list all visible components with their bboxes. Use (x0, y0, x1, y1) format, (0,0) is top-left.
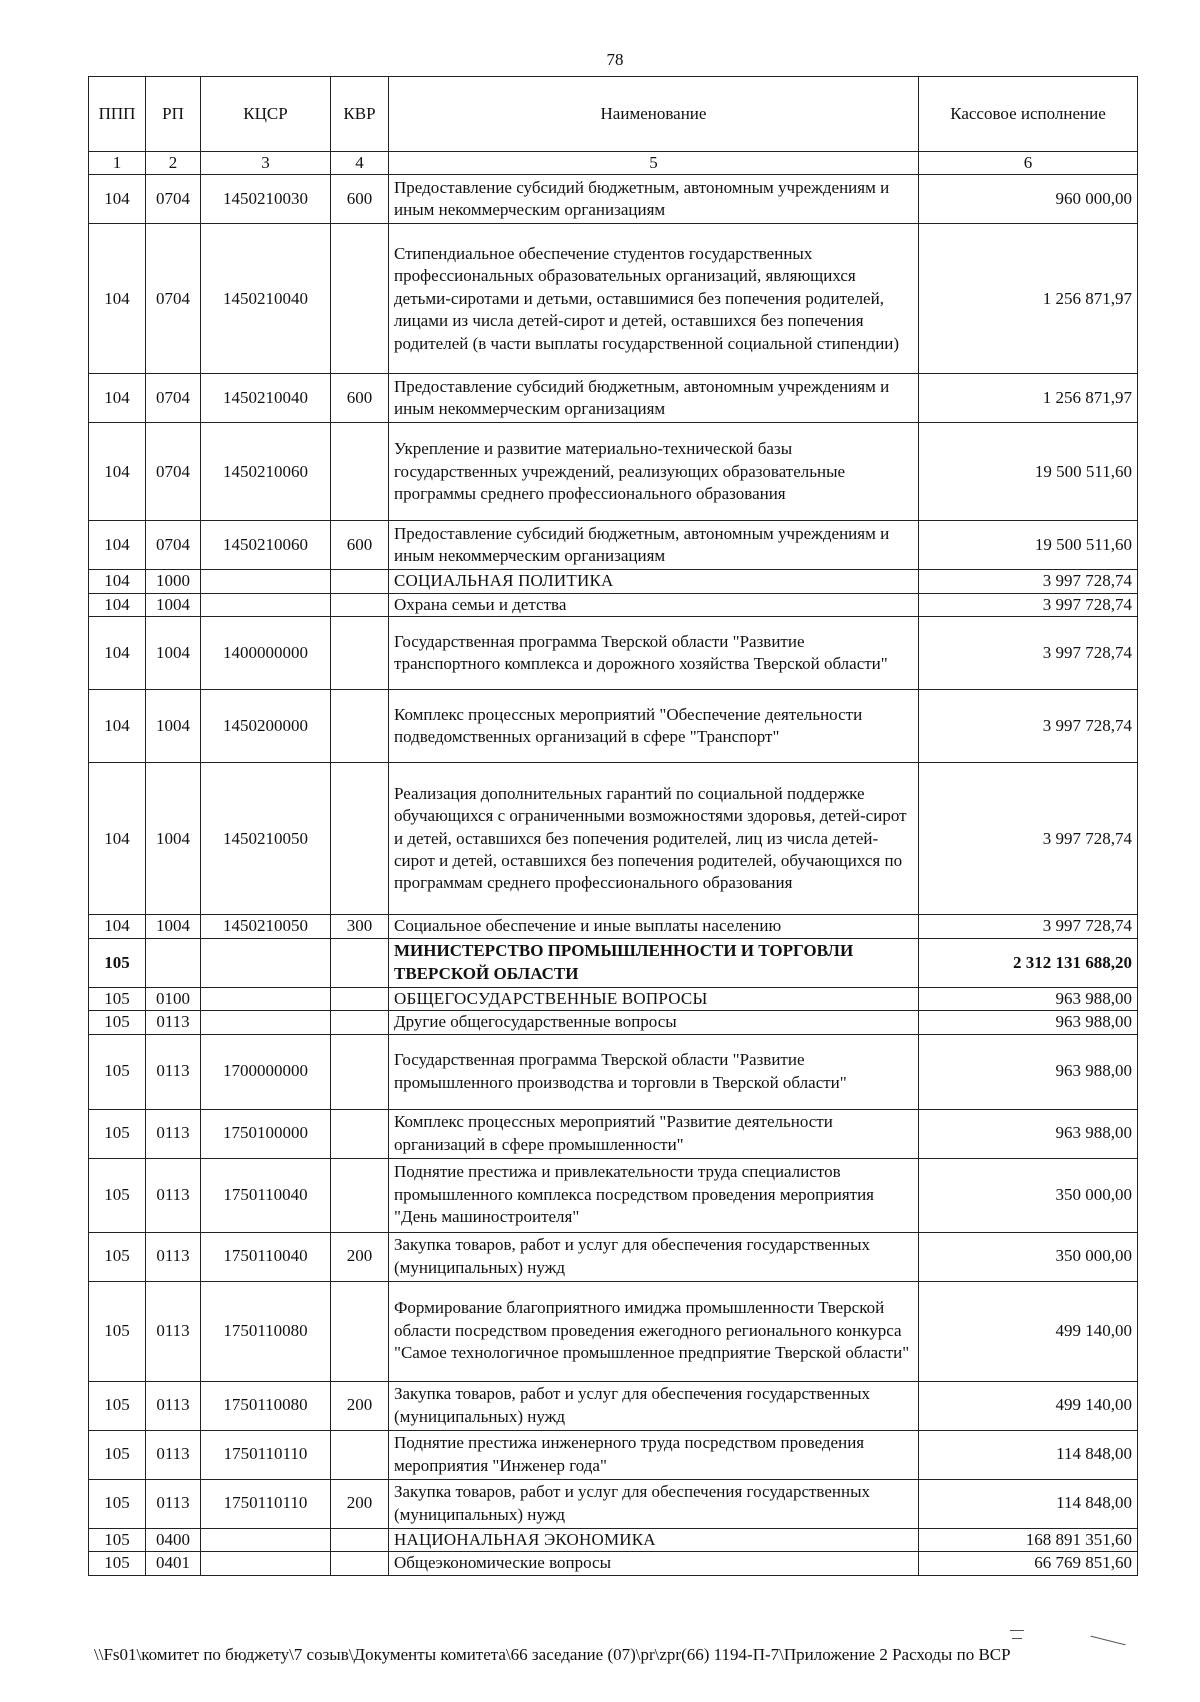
cell-kcsr: 1450210040 (201, 374, 331, 423)
column-number: 1 (89, 152, 146, 175)
cell-name: Укрепление и развитие материально-технической базы государственных учреждений, реализующих образовательные программы среднего профессионального образования (389, 423, 919, 521)
table-row (89, 1479, 1138, 1528)
table-row (89, 423, 1138, 521)
cell-ppp: 104 (89, 570, 146, 593)
cell-kcsr: 1700000000 (201, 1034, 331, 1109)
cell-kvr: 200 (331, 1381, 389, 1430)
cell-amount: 960 000,00 (919, 175, 1138, 224)
cell-kcsr: 1750100000 (201, 1109, 331, 1158)
table-row (89, 690, 1138, 763)
table-row (89, 1552, 1138, 1575)
cell-ppp: 105 (89, 1552, 146, 1575)
cell-ppp: 105 (89, 1232, 146, 1281)
cell-name: НАЦИОНАЛЬНАЯ ЭКОНОМИКА (389, 1528, 919, 1551)
scan-artifact (1012, 1638, 1022, 1639)
cell-name: Государственная программа Тверской области "Развитие транспортного комплекса и дорожного хозяйства Тверской области" (389, 617, 919, 690)
cell-amount: 350 000,00 (919, 1158, 1138, 1232)
cell-amount: 3 997 728,74 (919, 763, 1138, 915)
cell-rp: 0704 (146, 423, 201, 521)
cell-name: Предоставление субсидий бюджетным, автономным учреждениям и иным некоммерческим организациям (389, 175, 919, 224)
column-number: 6 (919, 152, 1138, 175)
table-row (89, 1034, 1138, 1109)
cell-kcsr: 1450210040 (201, 224, 331, 374)
cell-kvr (331, 1011, 389, 1034)
cell-ppp: 105 (89, 1011, 146, 1034)
cell-kvr (331, 1430, 389, 1479)
cell-ppp: 104 (89, 763, 146, 915)
cell-rp: 1004 (146, 763, 201, 915)
cell-kvr: 200 (331, 1479, 389, 1528)
cell-amount: 1 256 871,97 (919, 374, 1138, 423)
cell-name: Формирование благоприятного имиджа промышленности Тверской области посредством проведения ежегодного регионального конкурса "Самое технологичное промышленное предприятие Тверской области" (389, 1281, 919, 1381)
cell-kvr (331, 938, 389, 987)
cell-amount: 3 997 728,74 (919, 593, 1138, 616)
cell-kvr (331, 1109, 389, 1158)
table-row (89, 1430, 1138, 1479)
cell-kcsr: 1750110080 (201, 1381, 331, 1430)
cell-rp: 0401 (146, 1552, 201, 1575)
table-row (89, 374, 1138, 423)
cell-kvr: 600 (331, 374, 389, 423)
cell-rp: 0113 (146, 1011, 201, 1034)
cell-amount: 499 140,00 (919, 1381, 1138, 1430)
cell-amount: 3 997 728,74 (919, 617, 1138, 690)
cell-ppp: 105 (89, 1479, 146, 1528)
cell-rp: 0100 (146, 987, 201, 1010)
header-kvr: КВР (331, 77, 389, 152)
table-row (89, 1281, 1138, 1381)
cell-ppp: 104 (89, 521, 146, 570)
cell-name: Поднятие престижа инженерного труда посредством проведения мероприятия "Инженер года" (389, 1430, 919, 1479)
table-row (89, 175, 1138, 224)
table-row (89, 1158, 1138, 1232)
cell-kcsr: 1750110110 (201, 1479, 331, 1528)
cell-amount: 114 848,00 (919, 1479, 1138, 1528)
cell-amount: 66 769 851,60 (919, 1552, 1138, 1575)
cell-amount: 19 500 511,60 (919, 521, 1138, 570)
cell-kvr: 600 (331, 521, 389, 570)
cell-kcsr: 1450210050 (201, 763, 331, 915)
cell-kvr: 200 (331, 1232, 389, 1281)
cell-name: Закупка товаров, работ и услуг для обеспечения государственных (муниципальных) нужд (389, 1479, 919, 1528)
cell-ppp: 104 (89, 423, 146, 521)
cell-kvr (331, 987, 389, 1010)
cell-name: Комплекс процессных мероприятий "Обеспечение деятельности подведомственных организаций в сфере "Транспорт" (389, 690, 919, 763)
cell-rp: 0113 (146, 1232, 201, 1281)
table-body (89, 175, 1138, 1575)
cell-kcsr: 1750110080 (201, 1281, 331, 1381)
cell-name: Охрана семьи и детства (389, 593, 919, 616)
column-number: 5 (389, 152, 919, 175)
cell-amount: 2 312 131 688,20 (919, 938, 1138, 987)
budget-table (88, 76, 1138, 1576)
cell-name: Предоставление субсидий бюджетным, автономным учреждениям и иным некоммерческим организациям (389, 521, 919, 570)
cell-rp: 0704 (146, 224, 201, 374)
cell-amount: 963 988,00 (919, 1034, 1138, 1109)
cell-kvr (331, 690, 389, 763)
cell-ppp: 104 (89, 175, 146, 224)
header-name: Наименование (389, 77, 919, 152)
cell-ppp: 105 (89, 1034, 146, 1109)
cell-kcsr: 1450210060 (201, 423, 331, 521)
cell-kcsr: 1450210060 (201, 521, 331, 570)
cell-kvr (331, 1281, 389, 1381)
cell-ppp: 104 (89, 374, 146, 423)
scan-artifact (1010, 1630, 1024, 1631)
cell-kcsr (201, 1011, 331, 1034)
cell-kcsr (201, 938, 331, 987)
cell-name: Государственная программа Тверской области "Развитие промышленного производства и торговли в Тверской области" (389, 1034, 919, 1109)
cell-ppp: 105 (89, 1281, 146, 1381)
cell-rp: 0113 (146, 1381, 201, 1430)
cell-name: Поднятие престижа и привлекательности труда специалистов промышленного комплекса посредством проведения мероприятия "День машиностроителя" (389, 1158, 919, 1232)
cell-rp: 0113 (146, 1281, 201, 1381)
cell-amount: 3 997 728,74 (919, 570, 1138, 593)
cell-name: Социальное обеспечение и иные выплаты населению (389, 915, 919, 938)
cell-kvr (331, 1552, 389, 1575)
cell-ppp: 105 (89, 1109, 146, 1158)
table-row (89, 763, 1138, 915)
cell-amount: 963 988,00 (919, 1011, 1138, 1034)
cell-kcsr: 1450210050 (201, 915, 331, 938)
cell-rp: 0113 (146, 1158, 201, 1232)
cell-kvr (331, 593, 389, 616)
table-row (89, 521, 1138, 570)
cell-kvr (331, 1158, 389, 1232)
cell-kcsr: 1750110110 (201, 1430, 331, 1479)
cell-name: Общеэкономические вопросы (389, 1552, 919, 1575)
table-row (89, 570, 1138, 593)
cell-amount: 3 997 728,74 (919, 690, 1138, 763)
column-number: 3 (201, 152, 331, 175)
table-header (89, 77, 1138, 175)
cell-rp: 0704 (146, 374, 201, 423)
table-row (89, 617, 1138, 690)
table-row (89, 1109, 1138, 1158)
table-row (89, 593, 1138, 616)
scan-artifact (1090, 1636, 1125, 1646)
cell-name: Предоставление субсидий бюджетным, автономным учреждениям и иным некоммерческим организациям (389, 374, 919, 423)
cell-ppp: 104 (89, 690, 146, 763)
cell-rp: 1004 (146, 915, 201, 938)
cell-name: ОБЩЕГОСУДАРСТВЕННЫЕ ВОПРОСЫ (389, 987, 919, 1010)
table-row (89, 1011, 1138, 1034)
cell-ppp: 105 (89, 1381, 146, 1430)
cell-rp: 0704 (146, 175, 201, 224)
cell-ppp: 105 (89, 1528, 146, 1551)
page-number: 78 (606, 50, 624, 69)
cell-ppp: 105 (89, 987, 146, 1010)
cell-name: Стипендиальное обеспечение студентов государственных профессиональных образовательных организаций, являющихся детьми-сиротами и детьми, оставшимися без попечения родителей, лицами из числа детей-сирот и детей, оставшихся без попечения родителей (в части выплаты государственной социальной стипендии) (389, 224, 919, 374)
cell-ppp: 105 (89, 1430, 146, 1479)
cell-rp: 0113 (146, 1479, 201, 1528)
cell-rp: 1004 (146, 593, 201, 616)
cell-name: Закупка товаров, работ и услуг для обеспечения государственных (муниципальных) нужд (389, 1232, 919, 1281)
cell-kcsr (201, 570, 331, 593)
cell-kvr (331, 423, 389, 521)
table-row (89, 987, 1138, 1010)
cell-name: Реализация дополнительных гарантий по социальной поддержке обучающихся с ограниченными возможностями здоровья, детей-сирот и детей, оставшихся без попечения родителей, лиц из числа детей-сирот и детей, оставшихся без попечения родителей, обучающихся по программам среднего профессионального образования (389, 763, 919, 915)
cell-kcsr: 1450200000 (201, 690, 331, 763)
cell-name: Комплекс процессных мероприятий "Развитие деятельности организаций в сфере промышленности" (389, 1109, 919, 1158)
cell-amount: 963 988,00 (919, 1109, 1138, 1158)
cell-rp (146, 938, 201, 987)
cell-amount: 114 848,00 (919, 1430, 1138, 1479)
cell-rp: 0113 (146, 1430, 201, 1479)
header-row (89, 77, 1138, 152)
cell-amount: 350 000,00 (919, 1232, 1138, 1281)
cell-rp: 1004 (146, 690, 201, 763)
table-row (89, 1232, 1138, 1281)
cell-kvr (331, 570, 389, 593)
cell-kcsr (201, 1528, 331, 1551)
header-rp: РП (146, 77, 201, 152)
cell-rp: 1004 (146, 617, 201, 690)
column-number-row (89, 152, 1138, 175)
cell-kcsr (201, 593, 331, 616)
table-row (89, 1381, 1138, 1430)
cell-amount: 168 891 351,60 (919, 1528, 1138, 1551)
cell-kcsr: 1400000000 (201, 617, 331, 690)
footer-file-path: \\Fs01\комитет по бюджету\7 созыв\Документы комитета\66 заседание (07)\pr\zpr(66) 1194-П-7\Приложение 2 Расходы по ВСР (94, 1645, 1011, 1664)
header-ppp: ППП (89, 77, 146, 152)
cell-rp: 0704 (146, 521, 201, 570)
cell-kcsr (201, 1552, 331, 1575)
cell-kcsr: 1450210030 (201, 175, 331, 224)
cell-rp: 0113 (146, 1109, 201, 1158)
cell-ppp: 105 (89, 938, 146, 987)
cell-amount: 963 988,00 (919, 987, 1138, 1010)
cell-amount: 499 140,00 (919, 1281, 1138, 1381)
header-amount: Кассовое исполнение (919, 77, 1138, 152)
cell-ppp: 104 (89, 224, 146, 374)
cell-kcsr (201, 987, 331, 1010)
cell-kvr (331, 224, 389, 374)
cell-kvr: 600 (331, 175, 389, 224)
cell-ppp: 104 (89, 617, 146, 690)
cell-kcsr: 1750110040 (201, 1232, 331, 1281)
cell-amount: 1 256 871,97 (919, 224, 1138, 374)
table-row (89, 224, 1138, 374)
column-number: 2 (146, 152, 201, 175)
cell-kvr (331, 763, 389, 915)
cell-rp: 1000 (146, 570, 201, 593)
cell-ppp: 104 (89, 593, 146, 616)
cell-name: Закупка товаров, работ и услуг для обеспечения государственных (муниципальных) нужд (389, 1381, 919, 1430)
cell-kvr (331, 1528, 389, 1551)
cell-rp: 0113 (146, 1034, 201, 1109)
cell-amount: 19 500 511,60 (919, 423, 1138, 521)
header-kcsr: КЦСР (201, 77, 331, 152)
cell-name: Другие общегосударственные вопросы (389, 1011, 919, 1034)
cell-amount: 3 997 728,74 (919, 915, 1138, 938)
cell-rp: 0400 (146, 1528, 201, 1551)
table-row (89, 915, 1138, 938)
cell-kvr (331, 617, 389, 690)
cell-kvr: 300 (331, 915, 389, 938)
cell-ppp: 105 (89, 1158, 146, 1232)
cell-name: СОЦИАЛЬНАЯ ПОЛИТИКА (389, 570, 919, 593)
cell-kvr (331, 1034, 389, 1109)
cell-ppp: 104 (89, 915, 146, 938)
cell-kcsr: 1750110040 (201, 1158, 331, 1232)
cell-name: МИНИСТЕРСТВО ПРОМЫШЛЕННОСТИ И ТОРГОВЛИ ТВЕРСКОЙ ОБЛАСТИ (389, 938, 919, 987)
table-row (89, 1528, 1138, 1551)
table-row (89, 938, 1138, 987)
column-number: 4 (331, 152, 389, 175)
